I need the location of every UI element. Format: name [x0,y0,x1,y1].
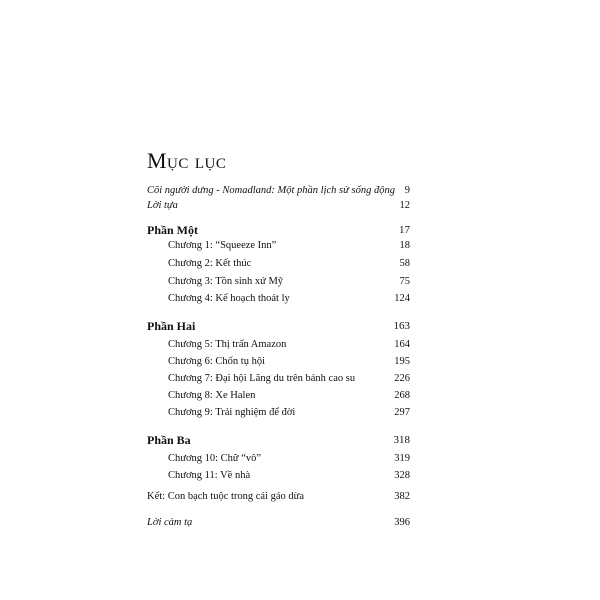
toc-entry-label: Chương 11: Về nhà [168,470,251,481]
toc-entry-page: 9 [404,185,410,196]
toc-entry-label: Chương 8: Xe Halen [168,390,256,401]
toc-entry-page: 226 [394,373,410,384]
toc-entry-page: 12 [399,200,410,211]
toc-entry-chapter-2 [0,256,600,272]
toc-entry-page: 163 [393,320,410,332]
toc-entry-chapter-1 [0,238,600,254]
toc-entry-page: 17 [399,224,410,236]
toc-part-label: Phần Ba [147,433,191,447]
toc-entry-chapter-11 [0,468,600,484]
toc-entry-chapter-3 [0,274,600,290]
toc-entry-label: Chương 9: Trải nghiệm để đời [168,407,296,418]
toc-entry-foreword-nomadland [0,183,600,199]
toc-part-one [0,222,600,238]
toc-entry-label: Cõi người dưng - Nomadland: Một phần lịch sử sống động [147,185,395,196]
toc-entry-label: Chương 6: Chốn tụ hội [168,356,266,367]
toc-entry-label: Kết: Con bạch tuộc trong cái gáo dừa [147,491,305,502]
toc-entry-page: 328 [394,470,410,481]
toc-entry-label: Chương 10: Chữ “vô” [168,453,262,464]
toc-entry-chapter-4 [0,291,600,307]
toc-entry-chapter-9 [0,405,600,421]
toc-entry-page: 75 [399,276,410,287]
toc-entry-page: 195 [394,356,410,367]
toc-part-label: Phần Hai [147,319,196,333]
toc-entry-label: Chương 5: Thị trấn Amazon [168,339,287,350]
toc-entry-label: Chương 2: Kết thúc [168,258,252,269]
toc-entry-label: Chương 1: “Squeeze Inn” [168,240,277,251]
toc-entry-label: Lời tựa [147,200,178,211]
toc-part-three [0,432,600,448]
toc-entry-chapter-8 [0,388,600,404]
toc-part-two [0,318,600,334]
toc-entry-page: 268 [394,390,410,401]
toc-entry-page: 319 [394,453,410,464]
toc-entry-conclusion [0,489,600,505]
toc-entry-page: 124 [394,293,410,304]
toc-title: Mục lục [147,148,227,173]
toc-entry-chapter-5 [0,337,600,353]
toc-entry-label: Chương 4: Kế hoạch thoát ly [168,293,290,304]
toc-entry-chapter-6 [0,354,600,370]
toc-entry-page: 18 [399,240,410,251]
toc-entry-label: Chương 3: Tồn sinh xứ Mỹ [168,276,284,287]
toc-entry-label: Lời cảm tạ [147,517,193,528]
toc-entry-page: 58 [399,258,410,269]
toc-entry-preface [0,198,600,214]
toc-entry-acknowledgements [0,515,600,531]
toc-entry-page: 318 [393,434,410,446]
toc-entry-page: 297 [394,407,410,418]
toc-entry-page: 396 [394,517,410,528]
toc-entry-label: Chương 7: Đại hội Lãng du trên bánh cao su [168,373,356,384]
toc-part-label: Phần Một [147,223,198,237]
toc-entry-page: 382 [394,491,410,502]
toc-entry-page: 164 [394,339,410,350]
toc-entry-chapter-7 [0,371,600,387]
toc-entry-chapter-10 [0,451,600,467]
